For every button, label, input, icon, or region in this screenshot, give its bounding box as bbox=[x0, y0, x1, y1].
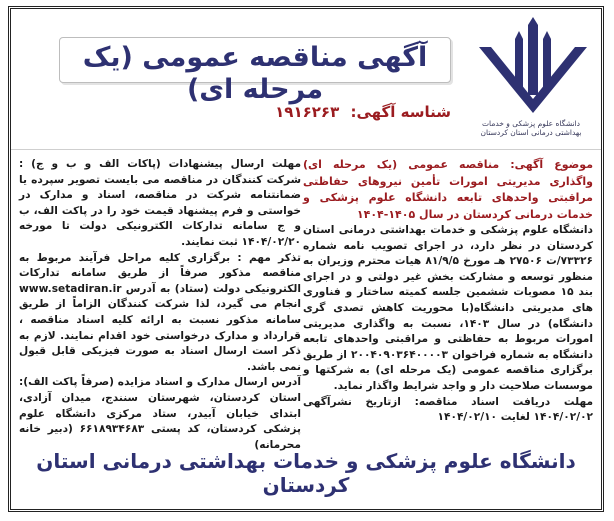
announcement-id-label: شناسه آگهی: bbox=[350, 103, 451, 121]
notice-body: دانشگاه علوم پزشکی و خدمات بهداشتی درمانی استان کردستان در نظر دارد، در اجرای تصویب نامه شماره ۷۳۳۲۶/ت ۲۷۵۰۶ هـ مورخ ۸۱/۹/۵ هیات محترم وزیران به منظور توسعه و مشارکت بخش غیر دولتی و در اجرای بند ۱۵ مصوبات ششمین جلسه کمیته ساختار و فناوری های مدیریتی دانشگاه(با محوریت کاهش تصدی گری دانشگاه) در سال ۱۴۰۳، نسبت به واگذاری مدیریتی امورات مربوط به حفاظتی و مراقبتی واحدهای تابعه دانشگاه به شماره فراخوان ۲۰۰۴۰۹۰۳۶۴۰۰۰۰۳ از طریق برگزاری مناقصه عمومی (یک مرحله ای) به شرکتها و موسسات صلاحیت دار و واجد شرایط واگذار نماید. bbox=[303, 224, 594, 392]
notice-header bbox=[11, 9, 601, 150]
announcement-id-value: ۱۹۱۶۲۶۳ bbox=[275, 103, 340, 121]
announcement-id-line bbox=[61, 103, 451, 121]
footer-org-name: دانشگاه علوم پزشکی و خدمات بهداشتی درمانی استان کردستان bbox=[36, 449, 576, 497]
logo-caption: دانشگاه علوم پزشکی و خدمات بهداشتی درمانی استان کردستان bbox=[480, 119, 582, 137]
proposals-deadline: مهلت ارسال پیشنهادات (پاکات الف و ب و ج) : شرکت کنندگان در مناقصه می بایست تصویر سپرده یا ضمانتنامه شرکت در مناقصه، اسناد و مدارک در خواستی و فرم پیشنهاد قیمت خود را در پاکت الف، ب و ج سامانه تدارکات الکترونیکی دولت تا مورخه ۱۴۰۴/۰۲/۲۰ ثبت نمایند. bbox=[19, 158, 301, 248]
right-column bbox=[303, 157, 593, 426]
logo-pillar-center bbox=[528, 17, 538, 95]
documents-deadline: مهلت دریافت اسناد مناقصه: ازتاریخ نشرآگهی ۱۴۰۴/۰۲/۰۲ لغایت ۱۴۰۴/۰۲/۱۰ bbox=[303, 395, 593, 424]
notice-frame bbox=[8, 6, 604, 512]
logo-pillar-left bbox=[515, 31, 523, 87]
notice-subject: موضوع آگهی: مناقصه عمومی (یک مرحله ای) واگذاری مدیریتی امورات تأمین نیروهای حفاظتی مراقبتی واحدهای تابعه دانشگاه علوم پزشکی و خدمات درمانی کردستان در سال ۱۴۰۵-۱۴۰۴ bbox=[303, 158, 593, 221]
headline-box bbox=[59, 37, 451, 106]
university-logo bbox=[473, 17, 593, 139]
important-note: تذکر مهم : برگزاری کلیه مراحل فرآیند مربوط به مناقصه مذکور صرفاً از طریق سامانه تدارکات الکترونیکی دولت (ستاد) به آدرس www.setadiran.ir انجام می گیرد، لذا شرکت کنندگان الزاماً از طریق سامانه مذکور نسبت به ارائه کلیه اسناد مناقصه ، قرارداد و مدارک درخواستی خود اقدام نمایند. لازم به ذکر است ارسال اسناد به صورت فیزیکی قابل قبول نمی باشد. bbox=[19, 251, 301, 373]
left-column bbox=[19, 157, 301, 453]
university-logo-icon bbox=[473, 17, 593, 117]
notice-title: آگهی مناقصه عمومی (یک مرحله ای) bbox=[82, 42, 428, 106]
logo-pillar-right bbox=[543, 31, 551, 87]
submission-address: آدرس ارسال مدارک و اسناد مزایده (صرفاً پاکت الف): استان کردستان، شهرستان سنندج، میدان آزادی، ابتدای خیابان آبیدر، ستاد مرکزی دانشگاه علوم پزشکی کردستان، کد پستی ۶۶۱۸۹۳۴۶۸۳ (دبیر خانه محرمانه) bbox=[19, 376, 301, 451]
